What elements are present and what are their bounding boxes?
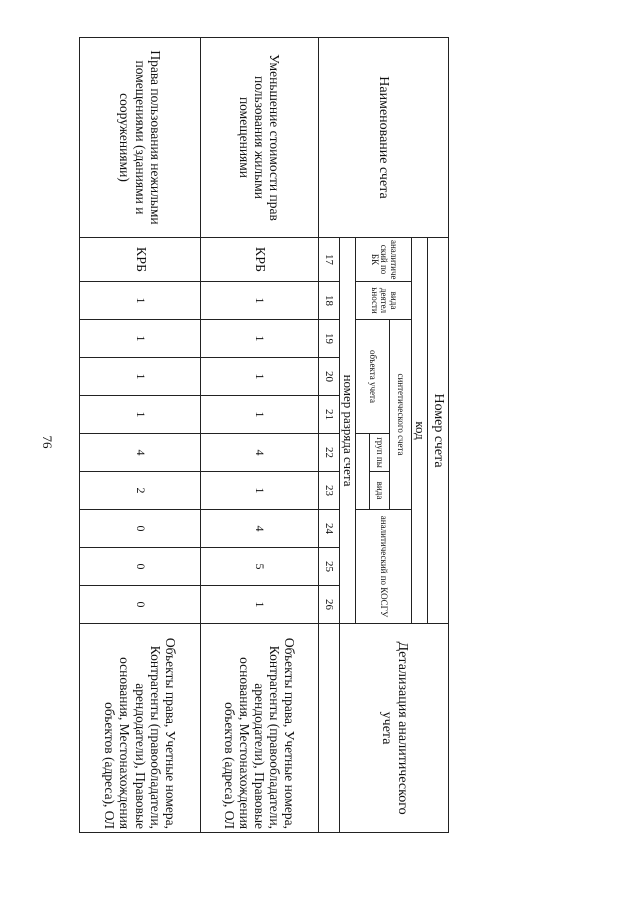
- row-1-digit-20: 1: [201, 358, 319, 396]
- header-digit-number: номер разряда счета: [340, 238, 356, 624]
- digit-col-25: 25: [319, 548, 340, 586]
- header-activity-type: вида деятел ьности: [356, 282, 412, 320]
- row-2-digit-21: 1: [80, 396, 201, 434]
- header-blank: [356, 434, 370, 510]
- row-2-digit-26: 0: [80, 586, 201, 624]
- row-1-digit-18: 1: [201, 282, 319, 320]
- rotated-table-content: [80, 37, 449, 830]
- row-2-digit-19: 1: [80, 320, 201, 358]
- row-1-digit-23: 1: [201, 472, 319, 510]
- row-1-account-name: Уменьшение стоимости прав пользования жилыми помещениями: [201, 38, 319, 238]
- digit-col-21: 21: [319, 396, 340, 434]
- digit-col-22: 22: [319, 434, 340, 472]
- table-row: [201, 38, 319, 833]
- header-analytic-bk: аналитиче ский по БК: [356, 238, 412, 282]
- header-account-number: Номер счета: [428, 238, 449, 624]
- row-1-digit-22: 4: [201, 434, 319, 472]
- header-synthetic: синтетического счета: [390, 320, 412, 510]
- row-2-digit-17: КРБ: [80, 238, 201, 282]
- accounts-table: [79, 37, 449, 833]
- row-1-digit-21: 1: [201, 396, 319, 434]
- row-1-detail: Объекты права, Учетные номера, Контрагенты (правообладатели, арендодатели), Правовые основания, Местонахождения объектов (адреса), ОЛ: [201, 624, 319, 833]
- row-1-digit-26: 1: [201, 586, 319, 624]
- row-2-digit-22: 4: [80, 434, 201, 472]
- row-2-digit-24: 0: [80, 510, 201, 548]
- row-1-digit-24: 4: [201, 510, 319, 548]
- row-2-digit-18: 1: [80, 282, 201, 320]
- digit-col-17: 17: [319, 238, 340, 282]
- digit-col-18: 18: [319, 282, 340, 320]
- row-2-detail: Объекты права, Учетные номера, Контрагенты (правообладатели, арендодатели), Правовые основания, Местонахождения объектов (адреса), ОЛ: [80, 624, 201, 833]
- digit-col-26: 26: [319, 586, 340, 624]
- header-group: груп пы: [370, 434, 390, 472]
- digit-col-23: 23: [319, 472, 340, 510]
- digit-col-detail-blank: [319, 624, 340, 833]
- header-kind: вида: [370, 472, 390, 510]
- row-2-account-name: Права пользования нежилыми помещениями (зданиями и сооружениями): [80, 38, 201, 238]
- header-account-name: Наименование счета: [319, 38, 449, 238]
- digit-col-24: 24: [319, 510, 340, 548]
- table-row: [80, 38, 201, 833]
- header-detail: Детализация аналитического учета: [340, 624, 449, 833]
- row-2-digit-23: 2: [80, 472, 201, 510]
- row-1-digit-25: 5: [201, 548, 319, 586]
- row-2-digit-25: 0: [80, 548, 201, 586]
- header-account-object: объекта учета: [356, 320, 390, 434]
- digit-col-19: 19: [319, 320, 340, 358]
- row-1-digit-19: 1: [201, 320, 319, 358]
- header-kod: код: [412, 238, 428, 624]
- digit-col-20: 20: [319, 358, 340, 396]
- row-1-digit-17: КРБ: [201, 238, 319, 282]
- page-number: 76: [40, 435, 55, 449]
- row-2-digit-20: 1: [80, 358, 201, 396]
- header-analytic-kosgu: аналитический по КОСГУ: [356, 510, 412, 624]
- rotated-table-frame: [80, 37, 449, 830]
